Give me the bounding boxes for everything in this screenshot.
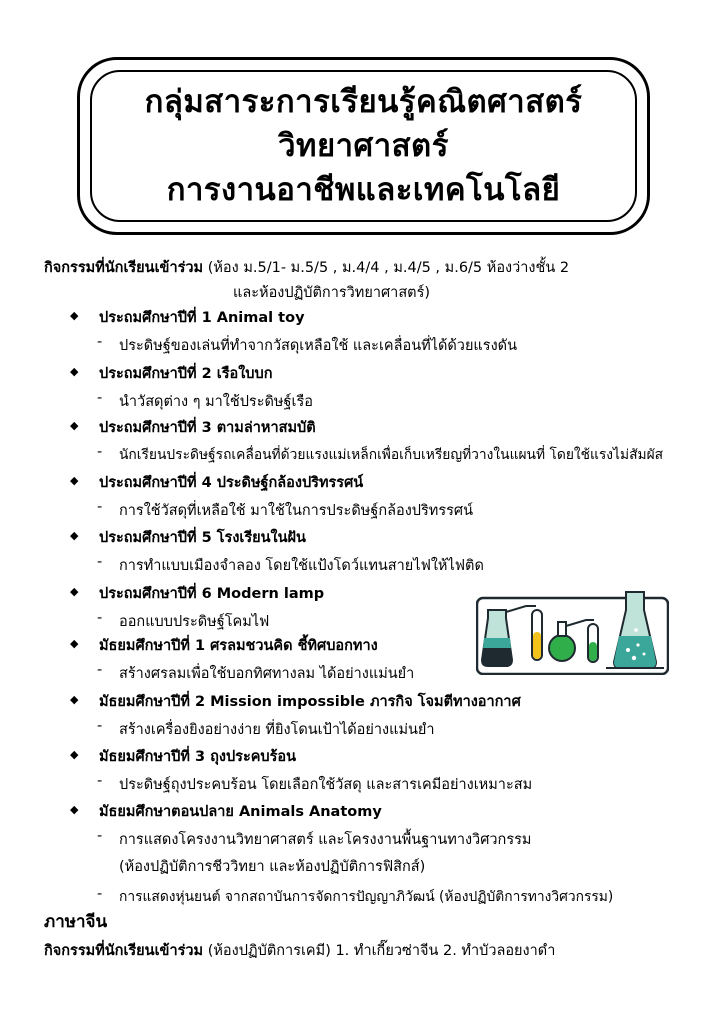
activity-detail: นักเรียนประดิษฐ์รถเคลื่อนที่ด้วยแรงแม่เหล็กเพื่อเก็บเหรียญที่วางในแผนที่ โดยใช้แรงไม่สัมผัส bbox=[119, 447, 664, 463]
activity-title: มัธยมศึกษาปีที่ 2 Mission impossible ภารกิจ โจมตีทางอากาศ bbox=[99, 694, 521, 710]
science-intro-text-2: และห้องปฏิบัติการวิทยาศาสตร์) bbox=[233, 285, 431, 301]
diamond-bullet-icon: ◆ bbox=[70, 365, 79, 378]
diamond-bullet-icon: ◆ bbox=[70, 529, 79, 542]
activity-title: ประถมศึกษาปีที่ 6 Modern lamp bbox=[99, 586, 325, 602]
activity-title: มัธยมศึกษาปีที่ 3 ถุงประคบร้อน bbox=[99, 749, 297, 765]
lab-glassware-illustration bbox=[476, 590, 669, 675]
activity-detail: ออกแบบประดิษฐ์โคมไฟ bbox=[119, 614, 270, 630]
diamond-bullet-icon: ◆ bbox=[70, 693, 79, 706]
dash-marker: - bbox=[97, 828, 103, 844]
activity-detail: ประดิษฐ์ของเล่นที่ทำจากวัสดุเหลือใช้ และเคลื่อนที่ได้ด้วยแรงดัน bbox=[119, 338, 517, 354]
dash-marker: - bbox=[97, 444, 103, 460]
chinese-intro-text: (ห้องปฏิบัติการเคมี) 1. ทำเกี๊ยวซ่าจีน 2. ทำบัวลอยงาดำ bbox=[203, 943, 556, 959]
chinese-intro bbox=[44, 939, 555, 962]
dash-marker: - bbox=[97, 390, 103, 406]
activity-detail: การใช้วัสดุที่เหลือใช้ มาใช้ในการประดิษฐ์กล้องปริทรรศน์ bbox=[119, 503, 474, 519]
banner-title-line-3: การงานอาชีพและเทคโนโลยี bbox=[166, 172, 561, 208]
activity-title: ประถมศึกษาปีที่ 2 เรือใบบก bbox=[99, 366, 273, 382]
activity-title: ประถมศึกษาปีที่ 5 โรงเรียนในฝัน bbox=[99, 530, 306, 546]
chinese-intro-label: กิจกรรมที่นักเรียนเข้าร่วม bbox=[44, 943, 204, 959]
diamond-bullet-icon: ◆ bbox=[70, 419, 79, 432]
dash-marker: - bbox=[97, 334, 103, 350]
activity-title: ประถมศึกษาปีที่ 4 ประดิษฐ์กล้องปริทรรศน์ bbox=[99, 475, 364, 491]
activity-detail: สร้างเครื่องยิงอย่างง่าย ที่ยิงโดนเป้าได้อย่างแม่นยำ bbox=[119, 722, 435, 738]
activity-detail: การทำแบบเมืองจำลอง โดยใช้แป้งโดว์แทนสายไฟให้ไฟติด bbox=[119, 558, 484, 574]
science-intro-label: กิจกรรมที่นักเรียนเข้าร่วม bbox=[44, 260, 204, 276]
activity-detail: นำวัสดุต่าง ๆ มาใช้ประดิษฐ์เรือ bbox=[119, 394, 313, 410]
dash-marker: - bbox=[97, 499, 103, 515]
activity-detail: การแสดงโครงงานวิทยาศาสตร์ และโครงงานพื้นฐานทางวิศวกรรม bbox=[119, 832, 532, 848]
dash-marker: - bbox=[97, 662, 103, 678]
activity-detail: สร้างศรลมเพื่อใช้บอกทิศทางลม ได้อย่างแม่นยำ bbox=[119, 666, 415, 682]
science-intro bbox=[44, 256, 569, 279]
activity-title: มัธยมศึกษาตอนปลาย Animals Anatomy bbox=[99, 804, 382, 820]
science-intro-text: (ห้อง ม.5/1- ม.5/5 , ม.4/4 , ม.4/5 , ม.6/5 ห้องว่างชั้น 2 bbox=[203, 260, 570, 276]
activity-detail: การแสดงหุ่นยนต์ จากสถาบันการจัดการปัญญาภิวัฒน์ (ห้องปฏิบัติการทางวิศวกรรม) bbox=[119, 889, 614, 905]
activity-title: ประถมศึกษาปีที่ 3 ตามล่าหาสมบัติ bbox=[99, 420, 316, 436]
diamond-bullet-icon: ◆ bbox=[70, 585, 79, 598]
dash-marker: - bbox=[97, 610, 103, 626]
title-banner bbox=[90, 70, 637, 222]
diamond-bullet-icon: ◆ bbox=[70, 309, 79, 322]
dash-marker: - bbox=[97, 718, 103, 734]
activity-detail: (ห้องปฏิบัติการชีววิทยา และห้องปฏิบัติการฟิสิกส์) bbox=[119, 859, 426, 875]
diamond-bullet-icon: ◆ bbox=[70, 637, 79, 650]
dash-marker: - bbox=[97, 773, 103, 789]
banner-title-line-2: วิทยาศาสตร์ bbox=[278, 128, 449, 164]
dash-marker: - bbox=[97, 886, 103, 902]
diamond-bullet-icon: ◆ bbox=[70, 474, 79, 487]
activity-title: มัธยมศึกษาปีที่ 1 ศรลมชวนคิด ชี้ทิศบอกทาง bbox=[99, 638, 378, 654]
activity-title: ประถมศึกษาปีที่ 1 Animal toy bbox=[99, 310, 305, 326]
activity-detail: ประดิษฐ์ถุงประคบร้อน โดยเลือกใช้วัสดุ และสารเคมีอย่างเหมาะสม bbox=[119, 777, 533, 793]
dash-marker: - bbox=[97, 554, 103, 570]
diamond-bullet-icon: ◆ bbox=[70, 748, 79, 761]
chinese-heading: ภาษาจีน bbox=[44, 912, 108, 932]
banner-title-line-1: กลุ่มสาระการเรียนรู้คณิตศาสตร์ bbox=[144, 84, 583, 120]
diamond-bullet-icon: ◆ bbox=[70, 803, 79, 816]
